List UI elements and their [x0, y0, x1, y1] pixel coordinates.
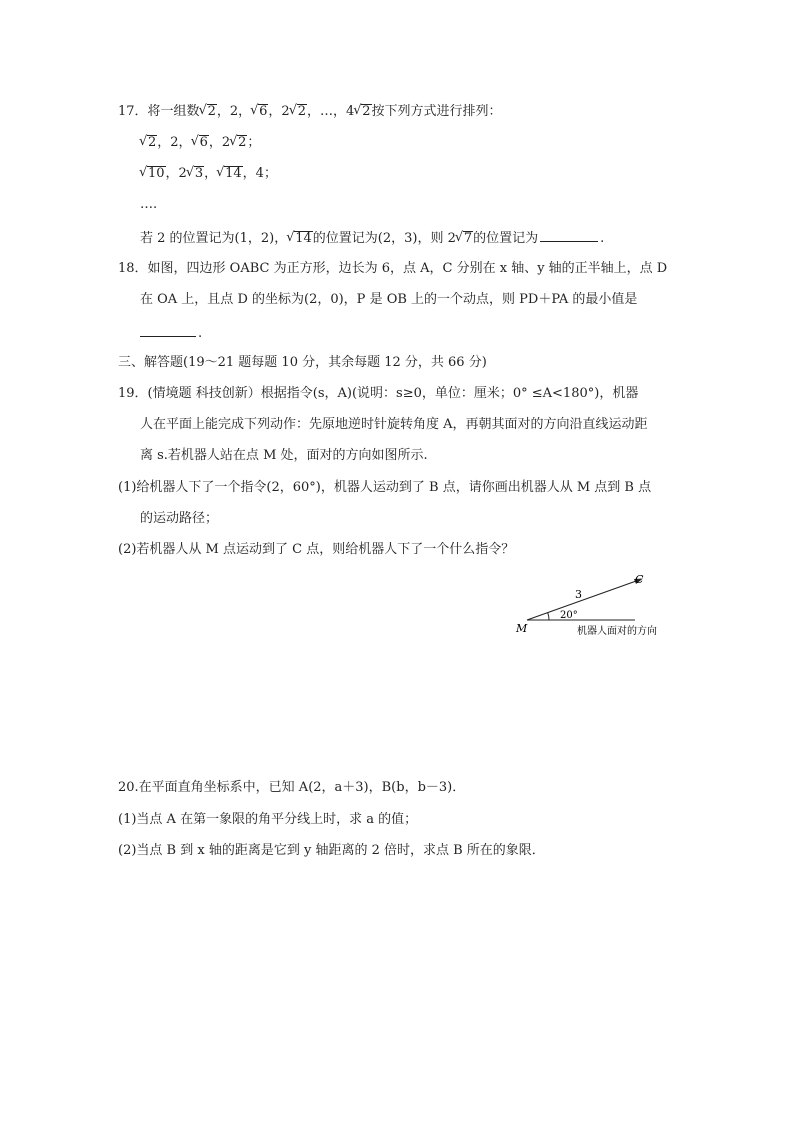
- q18-line-3: [140, 322, 202, 344]
- sqrt-3: [187, 164, 204, 184]
- radicand: 6: [199, 135, 208, 150]
- q20-part-1: (1)当点 A 在第一象限的角平分线上时，求 a 的值；: [118, 812, 418, 827]
- radicand: 2: [362, 104, 371, 119]
- sqrt-6: [192, 133, 209, 153]
- label-c: C: [635, 573, 644, 586]
- q18-text: .: [198, 326, 203, 341]
- q17-text: ，2: [208, 135, 231, 150]
- sqrt-7: [456, 229, 473, 249]
- q20-line-1: 20.在平面直角坐标系中，已知 A(2，a＋3)，B(b，b－3)．: [118, 780, 466, 795]
- q17-text: 的位置记为(2，3)，则 2: [312, 231, 456, 246]
- radicand: 2: [148, 135, 157, 150]
- q17-text: ，4；: [242, 166, 277, 181]
- q17-text: 按下列方式进行排列：: [371, 104, 502, 119]
- q17-text: 的位置记为: [473, 231, 539, 246]
- q17-text: ，2，: [216, 104, 252, 119]
- sqrt-14: [287, 229, 313, 249]
- sqrt-2: [200, 102, 217, 122]
- q17-text: ；: [247, 135, 261, 150]
- q19-line-2: 人在平面上能完成下列动作：先原地逆时针旋转角度 A，再朝其面对的方向沿直线运动距: [140, 417, 648, 432]
- q20-part-2: (2)当点 B 到 x 轴的距离是它到 y 轴距离的 2 倍时，求点 B 所在的象限．: [118, 843, 545, 858]
- q18-number: 18．: [118, 261, 148, 276]
- q18-line-2: 在 OA 上，且点 D 的坐标为(2，0)，P 是 OB 上的一个动点，则 PD＋PA 的最小值是: [140, 292, 638, 307]
- path-mc-line: [527, 580, 639, 620]
- q17-text: 将一组数: [147, 104, 200, 119]
- q17-condition: [140, 227, 604, 249]
- q19-part-1-line-1: (1)给机器人下了一个指令(2，60°)，机器人运动到了 B 点，请你画出机器人从 M 点到 B 点: [118, 480, 652, 495]
- radicand: 10: [148, 166, 165, 181]
- label-angle: 20°: [560, 610, 578, 621]
- answer-blank[interactable]: [540, 227, 598, 242]
- radicand: 2: [207, 104, 216, 119]
- radicand: 3: [194, 166, 204, 181]
- sqrt-2: [354, 102, 371, 122]
- section-3-title: 三、解答题(19～21 题每题 10 分，其余每题 12 分，共 66 分): [118, 355, 487, 370]
- label-facing-direction: 机器人面对的方向: [577, 626, 657, 637]
- q17-text: 若 2 的位置记为(1，2)，: [140, 231, 288, 246]
- q17-row-2: [140, 164, 277, 184]
- angle-arc: [548, 613, 549, 620]
- sqrt-10: [140, 164, 166, 184]
- answer-blank[interactable]: [140, 322, 196, 337]
- radicand: 2: [238, 135, 247, 150]
- sqrt-2: [290, 102, 307, 122]
- q17-text: ，2: [165, 166, 187, 181]
- q19-part-1-line-2: 的运动路径；: [140, 511, 219, 526]
- q17-text: ，2: [268, 104, 290, 119]
- q17-ellipsis: ….: [140, 197, 158, 212]
- q17-text: .: [600, 231, 605, 246]
- q17-number: 17．: [118, 104, 148, 119]
- q19-part-2: (2)若机器人从 M 点运动到了 C 点，则给机器人下了一个什么指令？: [118, 542, 515, 557]
- radicand: 14: [225, 166, 242, 181]
- radicand: 2: [297, 104, 306, 119]
- robot-direction-figure: [505, 568, 685, 643]
- radicand: 6: [259, 104, 268, 119]
- q17-text: ，2，: [157, 135, 192, 150]
- sqrt-2: [140, 133, 157, 153]
- q17-text: ，…，4: [306, 104, 355, 119]
- radicand: 7: [463, 231, 473, 246]
- q19-line-3: 离 s.若机器人站在点 M 处，面对的方向如图所示.: [140, 448, 428, 463]
- q17-intro: [118, 102, 502, 122]
- sqrt-6: [251, 102, 268, 122]
- label-m: M: [516, 622, 528, 635]
- q17-row-1: [140, 133, 260, 153]
- label-length: 3: [575, 588, 582, 601]
- radicand: 14: [295, 231, 312, 246]
- q18-text: 如图，四边形 OABC 为正方形，边长为 6，点 A，C 分别在 x 轴、y 轴的正半轴上，点 D: [147, 261, 668, 276]
- q17-text: ，: [204, 166, 218, 181]
- sqrt-14: [217, 164, 243, 184]
- q19-line-1: 19．(情境题 科技创新）根据指令(s，A)(说明：s≥0，单位：厘米；0° ≤A<180°)，机器: [118, 386, 639, 401]
- sqrt-2: [230, 133, 247, 153]
- q18-line-1: [118, 259, 667, 279]
